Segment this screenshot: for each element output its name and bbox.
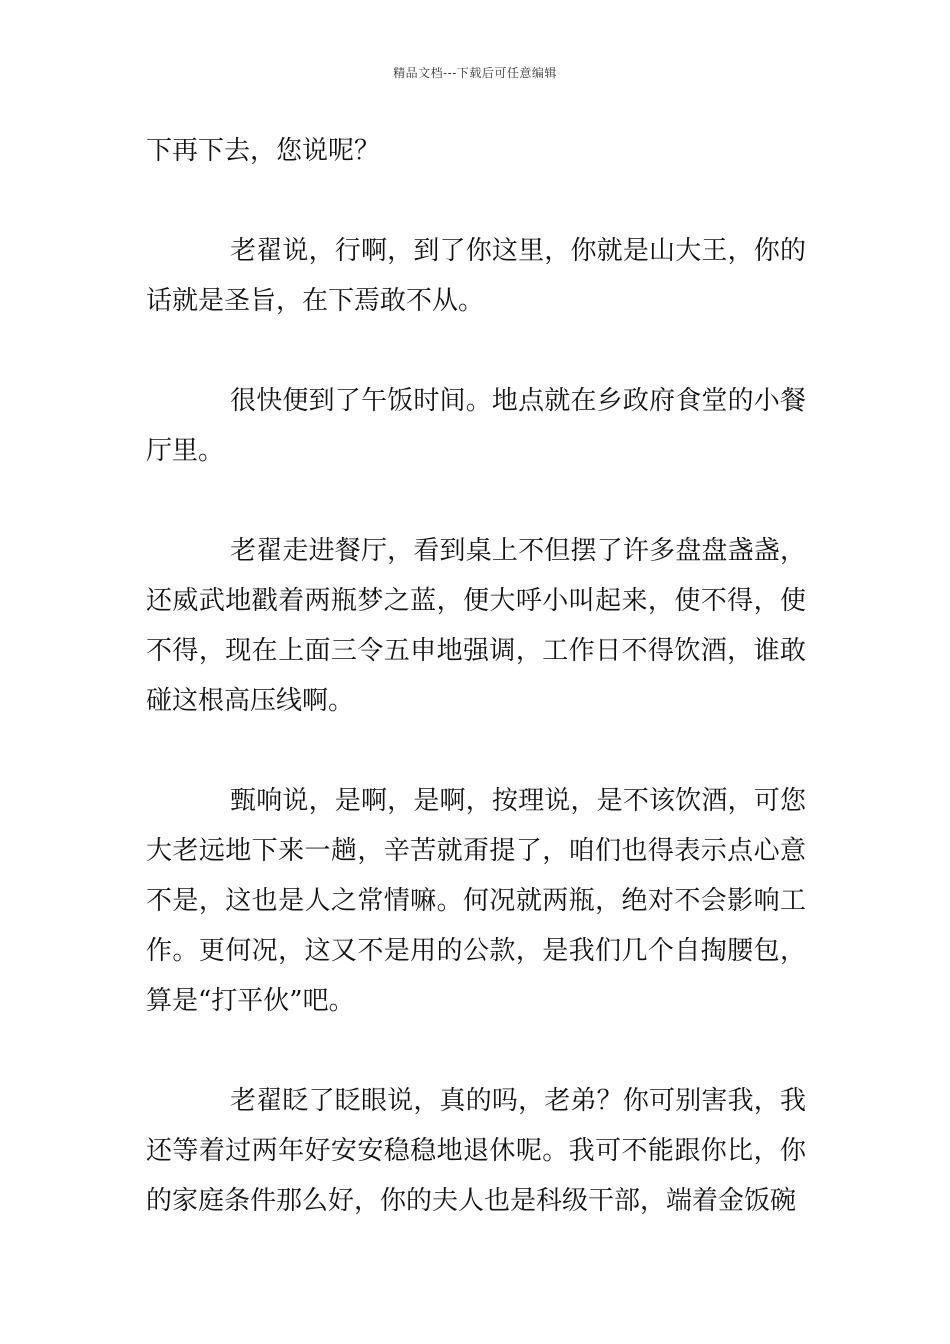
paragraph-1: 下再下去，您说呢？	[146, 136, 381, 166]
paragraph-5: 甄响说，是啊，是啊，按理说，是不该饮酒，可您大老远地下来一趟，辛苦就甭提了，咱们也得表示点心意不是，这也是人之常情嘛。何况就两瓶，绝对不会影响工作。更何况，这又不是用的公款，是我们几个自掏腰包，算是“打平伙”吧。	[146, 786, 806, 1016]
document-body	[146, 126, 806, 1226]
paragraph-3: 很快便到了午饭时间。地点就在乡政府食堂的小餐厅里。	[146, 386, 806, 466]
paragraph-4: 老翟走进餐厅，看到桌上不但摆了许多盘盘盏盏，还威武地戳着两瓶梦之蓝，便大呼小叫起来，使不得，使不得，现在上面三令五申地强调，工作日不得饮酒，谁敢碰这根高压线啊。	[146, 536, 806, 716]
paragraph-2: 老翟说，行啊，到了你这里，你就是山大王，你的话就是圣旨，在下焉敢不从。	[146, 236, 806, 316]
page-header: 精品文档---下载后可任意编辑	[393, 66, 557, 80]
paragraph-6: 老翟眨了眨眼说，真的吗，老弟？你可别害我，我还等着过两年好安安稳稳地退休呢。我可不能跟你比，你的家庭条件那么好，你的夫人也是科级干部，端着金饭碗	[146, 1086, 806, 1216]
